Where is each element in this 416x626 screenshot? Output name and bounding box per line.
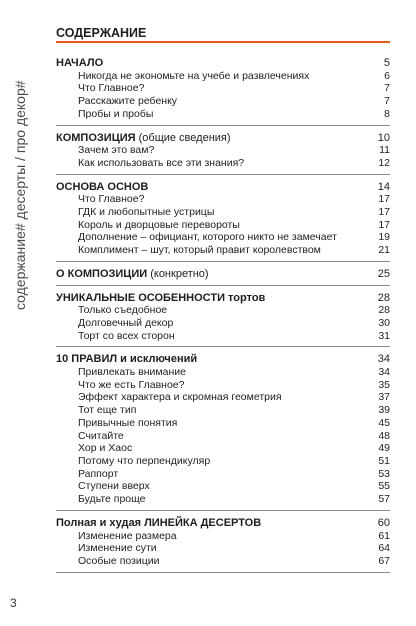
- toc-entry[interactable]: [56, 206, 390, 219]
- entry-title: Как использовать все эти знания?: [78, 156, 245, 169]
- toc-entry[interactable]: [56, 530, 390, 543]
- entry-title: ГДК и любопытные устрицы: [78, 206, 215, 219]
- page-number: 3: [10, 596, 17, 610]
- entry-title: Никогда не экономьте на учебе и развлечениях: [78, 69, 310, 82]
- section-page-number: 10: [377, 131, 390, 144]
- toc-section: [56, 262, 390, 286]
- section-page-number: 34: [377, 353, 390, 366]
- section-page-number: 14: [377, 180, 390, 193]
- entry-title: Ступени вверх: [78, 480, 150, 493]
- toc-section-heading[interactable]: [56, 517, 390, 530]
- toc-entry[interactable]: [56, 330, 390, 343]
- entry-title: Раппорт: [78, 467, 119, 480]
- toc-entry[interactable]: [56, 70, 390, 83]
- entry-page-number: 8: [384, 107, 390, 120]
- toc-entry[interactable]: [56, 430, 390, 443]
- section-title-text: УНИКАЛЬНЫЕ ОСОБЕННОСТИ тортов: [56, 291, 266, 304]
- section-page-number: 28: [377, 291, 390, 304]
- section-title-text: НАЧАЛО: [56, 57, 104, 69]
- toc-section: [56, 511, 390, 573]
- entry-page-number: 39: [378, 404, 390, 417]
- entry-title: Только съедобное: [78, 304, 168, 317]
- entry-title: Хор и Хаос: [78, 442, 133, 455]
- entry-page-number: 51: [378, 454, 390, 467]
- section-note: (конкретно): [150, 267, 209, 280]
- toc-section: [56, 51, 390, 126]
- toc-entry[interactable]: [56, 480, 390, 493]
- entry-title: Изменение сути: [78, 542, 157, 555]
- entry-title: Король и дворцовые перевороты: [78, 218, 240, 231]
- entry-page-number: 61: [378, 529, 390, 542]
- entry-page-number: 11: [379, 144, 390, 157]
- entry-title: Дополнение – официант, которого никто не замечает: [78, 231, 337, 244]
- entry-page-number: 53: [378, 467, 390, 480]
- toc-entry[interactable]: [56, 108, 390, 121]
- toc-entry[interactable]: [56, 493, 390, 506]
- entry-page-number: 49: [378, 442, 390, 455]
- toc-entry[interactable]: [56, 455, 390, 468]
- toc-entry[interactable]: [56, 366, 390, 379]
- entry-title: Считайте: [78, 429, 124, 442]
- entry-page-number: 31: [378, 329, 390, 342]
- toc-entry[interactable]: [56, 442, 390, 455]
- entry-title: Пробы и пробы: [78, 107, 154, 120]
- toc-entry[interactable]: [56, 144, 390, 157]
- entry-page-number: 12: [378, 156, 390, 169]
- section-note: (общие сведения): [138, 131, 231, 144]
- entry-title: Что Главное?: [78, 193, 145, 206]
- toc-section: [56, 126, 390, 175]
- section-page-number: 5: [383, 57, 390, 69]
- side-running-title: [6, 10, 36, 310]
- toc-entry[interactable]: [56, 404, 390, 417]
- toc-entry[interactable]: [56, 468, 390, 481]
- entry-page-number: 17: [378, 193, 390, 206]
- section-title: [56, 292, 265, 305]
- section-title-text: ОСНОВА ОСНОВ: [56, 180, 149, 193]
- entry-title: Зачем это вам?: [78, 144, 155, 157]
- toc-entry[interactable]: [56, 95, 390, 108]
- toc-entry[interactable]: [56, 193, 390, 206]
- entry-title: Эффект характера и скромная геометрия: [78, 391, 282, 404]
- entry-title: Привычные понятия: [78, 416, 178, 429]
- section-title: [56, 181, 148, 194]
- toc-entry[interactable]: [56, 219, 390, 232]
- entry-title: Будьте проще: [78, 493, 146, 506]
- entry-page-number: 17: [378, 218, 390, 231]
- section-title-text: 10 ПРАВИЛ и исключений: [56, 353, 198, 366]
- side-running-title-text: содержание# десерты / про декор#: [12, 80, 28, 310]
- entry-page-number: 35: [378, 378, 390, 391]
- toc-section-heading[interactable]: [56, 57, 390, 70]
- section-page-number: 60: [377, 516, 390, 529]
- entry-page-number: 34: [378, 366, 390, 379]
- toc-entry[interactable]: [56, 317, 390, 330]
- toc-section: [56, 175, 390, 262]
- entry-title: Что Главное?: [78, 82, 145, 95]
- entry-title: Изменение размера: [78, 529, 177, 542]
- toc-sections: [56, 51, 390, 573]
- toc-entry[interactable]: [56, 157, 390, 170]
- section-title: [56, 57, 103, 70]
- entry-title: Комплимент – шут, который правит королевством: [78, 244, 321, 257]
- toc-entry[interactable]: [56, 391, 390, 404]
- section-title: [56, 353, 197, 366]
- toc-entry[interactable]: [56, 304, 390, 317]
- entry-title: Долговечный декор: [78, 316, 174, 329]
- entry-title: Торт со всех сторон: [78, 329, 175, 342]
- entry-page-number: 6: [384, 69, 390, 82]
- toc-section-heading[interactable]: [56, 353, 390, 366]
- entry-page-number: 67: [378, 554, 390, 567]
- entry-title: Особые позиции: [78, 554, 160, 567]
- section-page-number: 25: [377, 267, 390, 280]
- entry-page-number: 57: [378, 493, 390, 506]
- entry-page-number: 37: [378, 391, 390, 404]
- section-title-text: КОМПОЗИЦИЯ: [56, 131, 136, 144]
- entry-title: Привлекать внимание: [78, 366, 186, 379]
- toc-entry[interactable]: [56, 82, 390, 95]
- toc-entry[interactable]: [56, 555, 390, 568]
- entry-page-number: 45: [378, 416, 390, 429]
- entry-title: Расскажите ребенку: [78, 95, 178, 108]
- toc-section-heading[interactable]: [56, 268, 390, 281]
- entry-page-number: 55: [378, 480, 390, 493]
- section-title-text: О КОМПОЗИЦИИ: [56, 267, 148, 280]
- toc-entry[interactable]: [56, 542, 390, 555]
- entry-page-number: 28: [378, 304, 390, 317]
- entry-title: Тот еще тип: [78, 404, 137, 417]
- entry-page-number: 64: [378, 542, 390, 555]
- entry-page-number: 19: [378, 231, 390, 244]
- entry-page-number: 48: [378, 429, 390, 442]
- toc-section: [56, 347, 390, 510]
- entry-title: Что же есть Главное?: [78, 378, 185, 391]
- toc-entry[interactable]: [56, 231, 390, 244]
- section-title-text: Полная и худая ЛИНЕЙКА ДЕСЕРТОВ: [56, 516, 262, 529]
- entry-page-number: 21: [378, 244, 390, 257]
- section-title: [56, 517, 261, 530]
- toc-entry[interactable]: [56, 379, 390, 392]
- toc-section-heading[interactable]: [56, 181, 390, 194]
- section-title: [56, 268, 209, 281]
- entry-title: Потому что перпендикуляр: [78, 454, 211, 467]
- toc-entry[interactable]: [56, 244, 390, 257]
- toc-section-heading[interactable]: [56, 292, 390, 305]
- entry-page-number: 7: [384, 82, 390, 95]
- toc-section-heading[interactable]: [56, 132, 390, 145]
- entry-page-number: 30: [378, 316, 390, 329]
- entry-page-number: 7: [384, 95, 390, 108]
- entry-page-number: 17: [378, 206, 390, 219]
- table-of-contents: [56, 25, 390, 573]
- section-title: [56, 132, 231, 145]
- toc-entry[interactable]: [56, 417, 390, 430]
- toc-title: СОДЕРЖАНИЕ: [56, 25, 390, 43]
- toc-section: [56, 286, 390, 348]
